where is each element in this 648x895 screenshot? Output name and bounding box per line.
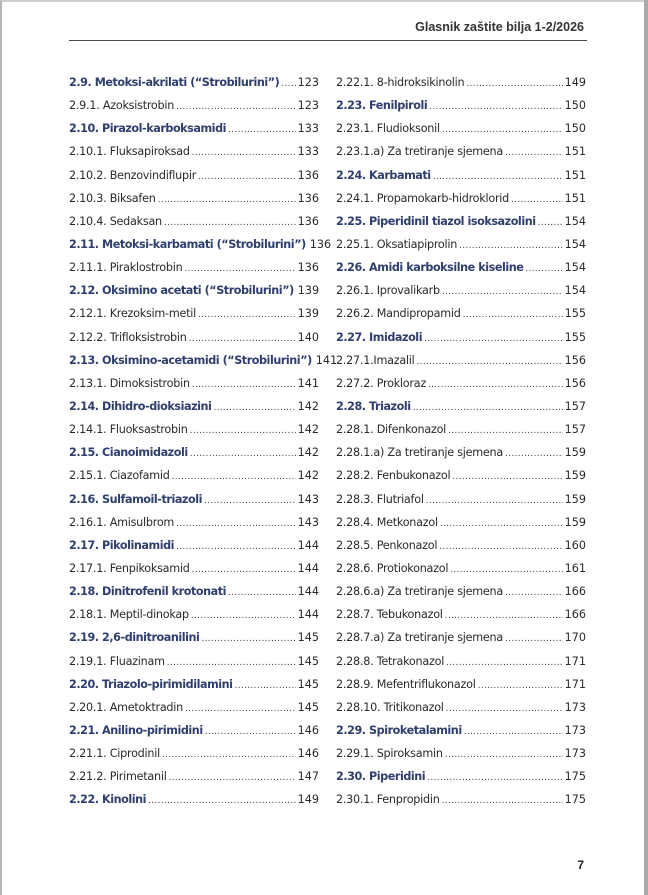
dot-leader xyxy=(281,73,295,96)
toc-entry[interactable] xyxy=(69,650,319,673)
toc-entry-page: 144 xyxy=(297,538,319,552)
toc-entry[interactable] xyxy=(69,696,319,719)
toc-entry-label: 2.28.1.a) Za tretiranje sjemena xyxy=(336,446,503,460)
page-edge-shadow xyxy=(644,0,648,895)
toc-entry[interactable] xyxy=(69,765,319,788)
dot-leader xyxy=(176,513,296,536)
toc-entry[interactable] xyxy=(69,742,319,765)
toc-entry[interactable] xyxy=(336,488,586,511)
toc-entry[interactable] xyxy=(336,279,586,302)
dot-leader xyxy=(169,767,296,790)
toc-entry-page: 156 xyxy=(564,376,586,390)
toc-entry[interactable] xyxy=(69,372,319,395)
toc-entry-page: 136 xyxy=(297,214,319,228)
toc-entry-label: 2.21.1. Ciprodinil xyxy=(69,747,160,761)
toc-entry-label: 2.10. Pirazol-karboksamidi xyxy=(69,122,227,136)
dot-leader xyxy=(428,374,563,397)
toc-entry-page: 159 xyxy=(564,515,586,529)
dot-leader xyxy=(459,235,563,258)
toc-entry[interactable] xyxy=(336,71,586,94)
toc-entry-label: 2.24.1. Propamokarb-hidroklorid xyxy=(336,191,510,205)
toc-section-heading[interactable] xyxy=(336,256,586,279)
toc-entry[interactable] xyxy=(69,511,319,534)
toc-entry-label: 2.10.1. Fluksapiroksad xyxy=(69,145,190,159)
toc-section-heading[interactable] xyxy=(69,626,319,649)
toc-entry[interactable] xyxy=(336,349,586,372)
dot-leader xyxy=(235,675,296,698)
toc-entry-page: 154 xyxy=(564,261,586,275)
toc-entry-label: 2.30. Piperidini xyxy=(336,770,426,784)
dot-leader xyxy=(176,536,296,559)
toc-section-heading[interactable] xyxy=(69,233,332,256)
dot-leader xyxy=(205,721,296,744)
dot-leader xyxy=(442,790,563,813)
toc-entry-label: 2.28.7.a) Za tretiranje sjemena xyxy=(336,631,503,645)
toc-column-right xyxy=(336,71,586,812)
toc-column-left xyxy=(69,71,338,812)
dot-leader xyxy=(192,374,296,397)
toc-entry-label: 2.27.1.Imazalil xyxy=(336,353,415,367)
toc-entry[interactable] xyxy=(336,418,586,441)
page-number: 7 xyxy=(577,858,584,872)
toc-section-heading[interactable] xyxy=(69,117,319,140)
toc-section-heading[interactable] xyxy=(336,94,586,117)
toc-entry-label: 2.26.1. Iprovalikarb xyxy=(336,284,440,298)
toc-entry[interactable] xyxy=(69,557,319,580)
toc-entry-page: 173 xyxy=(564,747,586,761)
toc-entry-page: 139 xyxy=(297,307,319,321)
toc-entry-page: 154 xyxy=(564,214,586,228)
toc-entry-page: 166 xyxy=(564,608,586,622)
toc-entry-page: 145 xyxy=(297,677,319,691)
toc-entry-page: 161 xyxy=(564,561,586,575)
toc-entry-label: 2.30.1. Fenpropidin xyxy=(336,793,440,807)
toc-entry-label: 2.28.2. Fenbukonazol xyxy=(336,469,451,483)
toc-entry-page: 151 xyxy=(564,145,586,159)
toc-entry-label: 2.27.2. Prokloraz xyxy=(336,376,426,390)
toc-entry-page: 149 xyxy=(297,793,319,807)
toc-entry[interactable] xyxy=(69,464,319,487)
toc-entry-page: 141 xyxy=(315,353,338,367)
toc-entry-page: 141 xyxy=(297,376,319,390)
toc-entry-page: 150 xyxy=(564,99,586,113)
toc-entry-label: 2.13.1. Dimoksistrobin xyxy=(69,376,190,390)
toc-entry[interactable] xyxy=(69,210,319,233)
header-rule xyxy=(69,40,587,41)
toc-entry-label: 2.12.1. Krezoksim-metil xyxy=(69,307,196,321)
toc-entry[interactable] xyxy=(336,511,586,534)
toc-entry-label: 2.18. Dinitrofenil krotonati xyxy=(69,585,226,599)
toc-entry-label: 2.20.1. Ametoktradin xyxy=(69,700,183,714)
toc-entry-label: 2.23. Fenilpiroli xyxy=(336,99,428,113)
toc-entry-page: 136 xyxy=(297,168,319,182)
journal-title: Glasnik zaštite bilja 1-2/2026 xyxy=(415,20,584,34)
toc-entry-label: 2.28. Triazoli xyxy=(336,399,411,413)
toc-section-heading[interactable] xyxy=(69,441,319,464)
toc-entry[interactable] xyxy=(336,187,586,210)
toc-entry-page: 166 xyxy=(564,585,586,599)
toc-entry-label: 2.10.2. Benzovindiflupir xyxy=(69,168,197,182)
toc-entry-page: 173 xyxy=(564,700,586,714)
toc-entry-label: 2.11.1. Piraklostrobin xyxy=(69,261,183,275)
toc-entry-label: 2.28.4. Metkonazol xyxy=(336,515,438,529)
toc-entry-label: 2.26.2. Mandipropamid xyxy=(336,307,461,321)
toc-entry-page: 147 xyxy=(297,770,319,784)
toc-entry-page: 171 xyxy=(564,677,586,691)
toc-entry-label: 2.28.6. Protiokonazol xyxy=(336,561,449,575)
toc-entry[interactable] xyxy=(336,557,586,580)
dot-leader xyxy=(192,559,296,582)
dot-leader xyxy=(185,698,296,721)
toc-section-heading[interactable] xyxy=(69,488,319,511)
toc-entry[interactable] xyxy=(69,603,319,626)
toc-entry-label: 2.14.1. Fluoksastrobin xyxy=(69,423,188,437)
toc-entry-page: 157 xyxy=(564,423,586,437)
toc-entry-page: 157 xyxy=(564,399,586,413)
dot-leader xyxy=(201,628,295,651)
toc-entry-page: 170 xyxy=(564,631,586,645)
dot-leader xyxy=(429,96,562,119)
toc-entry-label: 2.21. Anilino-pirimidini xyxy=(69,723,203,737)
dot-leader xyxy=(192,142,296,165)
toc-entry-label: 2.17. Pikolinamidi xyxy=(69,538,175,552)
toc-entry[interactable] xyxy=(336,673,586,696)
toc-entry-page: 143 xyxy=(297,515,319,529)
toc-section-heading[interactable] xyxy=(69,279,319,302)
toc-entry-page: 145 xyxy=(297,631,319,645)
toc-section-heading[interactable] xyxy=(69,71,319,94)
toc-entry-label: 2.18.1. Meptil-dinokap xyxy=(69,608,189,622)
toc-entry[interactable] xyxy=(336,650,586,673)
toc-entry-label: 2.26. Amidi karboksilne kiseline xyxy=(336,261,524,275)
toc-entry-page: 145 xyxy=(297,654,319,668)
toc-entry[interactable] xyxy=(336,117,586,140)
dot-leader xyxy=(190,443,296,466)
dot-leader xyxy=(204,490,296,513)
toc-entry-label: 2.20. Triazolo-pirimidilamini xyxy=(69,677,233,691)
toc-entry-label: 2.11. Metoksi-karbamati (“Strobilurini”) xyxy=(69,237,306,251)
toc-entry[interactable] xyxy=(336,696,586,719)
toc-section-heading[interactable] xyxy=(336,395,586,418)
dot-leader xyxy=(213,397,295,420)
dot-leader xyxy=(433,166,563,189)
dot-leader xyxy=(176,96,296,119)
toc-section-heading[interactable] xyxy=(336,765,586,788)
toc-entry-label: 2.23.1.a) Za tretiranje sjemena xyxy=(336,145,503,159)
toc-entry-page: 173 xyxy=(564,723,586,737)
dot-leader xyxy=(440,513,563,536)
toc-entry-label: 2.28.8. Tetrakonazol xyxy=(336,654,445,668)
toc-entry-page: 151 xyxy=(564,191,586,205)
toc-entry[interactable] xyxy=(336,603,586,626)
toc-entry[interactable] xyxy=(336,788,586,811)
toc-entry-label: 2.23.1. Fludioksonil xyxy=(336,122,440,136)
toc-entry-label: 2.21.2. Pirimetanil xyxy=(69,770,167,784)
toc-entry-page: 154 xyxy=(564,237,586,251)
toc-entry-label: 2.16. Sulfamoil-triazoli xyxy=(69,492,202,506)
toc-entry-label: 2.29. Spiroketalamini xyxy=(336,723,462,737)
toc-entry-page: 144 xyxy=(297,585,319,599)
toc-entry-label: 2.28.1. Difenkonazol xyxy=(336,423,447,437)
toc-entry[interactable] xyxy=(69,418,319,441)
dot-leader xyxy=(424,328,563,351)
toc-entry-page: 133 xyxy=(297,145,319,159)
dot-leader xyxy=(452,466,562,489)
dot-leader xyxy=(148,790,296,813)
dot-leader xyxy=(445,605,563,628)
toc-entry-label: 2.28.5. Penkonazol xyxy=(336,538,438,552)
toc-entry-page: 149 xyxy=(564,76,586,89)
toc-entry-page: 155 xyxy=(564,307,586,321)
dot-leader xyxy=(427,767,562,790)
toc-entry-page: 175 xyxy=(564,793,586,807)
toc-section-heading[interactable] xyxy=(336,164,586,187)
dot-leader xyxy=(464,721,563,744)
dot-leader xyxy=(463,304,563,327)
toc-entry-page: 159 xyxy=(564,469,586,483)
toc-section-heading[interactable] xyxy=(69,673,319,696)
dot-leader xyxy=(164,212,296,235)
toc-entry[interactable] xyxy=(336,372,586,395)
toc-section-heading[interactable] xyxy=(69,719,319,742)
toc-entry-page: 160 xyxy=(564,538,586,552)
toc-entry-label: 2.14. Dihidro-dioksiazini xyxy=(69,399,212,413)
toc-entry-page: 144 xyxy=(297,561,319,575)
dot-leader xyxy=(538,212,563,235)
dot-leader xyxy=(450,559,562,582)
dot-leader xyxy=(184,258,295,281)
dot-leader xyxy=(442,281,563,304)
toc-entry-page: 155 xyxy=(564,330,586,344)
dot-leader xyxy=(162,744,296,767)
toc-entry-label: 2.28.9. Mefentriflukonazol xyxy=(336,677,476,691)
dot-leader xyxy=(172,466,296,489)
toc-section-heading[interactable] xyxy=(69,534,319,557)
dot-leader xyxy=(417,351,563,374)
toc-entry[interactable] xyxy=(336,441,586,464)
toc-entry-page: 150 xyxy=(564,122,586,136)
toc-entry-label: 2.27. Imidazoli xyxy=(336,330,423,344)
toc-entry[interactable] xyxy=(336,464,586,487)
toc-entry-label: 2.12. Oksimino acetati (“Strobilurini”) xyxy=(69,284,294,298)
dot-leader xyxy=(478,675,563,698)
dot-leader xyxy=(466,73,562,96)
toc-entry-label: 2.10.3. Biksafen xyxy=(69,191,156,205)
toc-entry-label: 2.22.1. 8-hidroksikinolin xyxy=(336,76,465,89)
toc-section-heading[interactable] xyxy=(336,719,586,742)
toc-entry-label: 2.28.7. Tebukonazol xyxy=(336,608,443,622)
toc-entry-page: 136 xyxy=(297,191,319,205)
dot-leader xyxy=(198,166,296,189)
toc-entry-label: 2.24. Karbamati xyxy=(336,168,431,182)
toc-entry-label: 2.10.4. Sedaksan xyxy=(69,214,162,228)
toc-entry-label: 2.19.1. Fluazinam xyxy=(69,654,165,668)
toc-entry[interactable] xyxy=(69,326,319,349)
toc-entry[interactable] xyxy=(69,187,319,210)
toc-entry[interactable] xyxy=(336,580,586,603)
dot-leader xyxy=(228,119,296,142)
toc-entry-page: 142 xyxy=(297,469,319,483)
toc-entry-label: 2.17.1. Fenpikoksamid xyxy=(69,561,190,575)
dot-leader xyxy=(158,189,296,212)
toc-entry-page: 159 xyxy=(564,492,586,506)
dot-leader xyxy=(189,328,296,351)
dot-leader xyxy=(446,698,563,721)
dot-leader xyxy=(426,490,563,513)
dot-leader xyxy=(413,397,563,420)
toc-entry-page: 140 xyxy=(297,330,319,344)
toc-entry[interactable] xyxy=(336,140,586,163)
dot-leader xyxy=(442,119,563,142)
toc-entry-page: 133 xyxy=(297,122,319,136)
dot-leader xyxy=(505,582,563,605)
toc-section-heading[interactable] xyxy=(69,580,319,603)
toc-entry-page: 175 xyxy=(564,770,586,784)
toc-entry-label: 2.15.1. Ciazofamid xyxy=(69,469,170,483)
dot-leader xyxy=(191,605,296,628)
toc-entry-page: 145 xyxy=(297,700,319,714)
dot-leader xyxy=(525,258,562,281)
toc-entry[interactable] xyxy=(336,233,586,256)
dot-leader xyxy=(439,536,562,559)
toc-section-heading[interactable] xyxy=(69,349,338,372)
dot-leader xyxy=(505,443,563,466)
dot-leader xyxy=(190,420,296,443)
toc-entry-label: 2.9. Metoksi-akrilati (“Strobilurini”) xyxy=(69,76,280,89)
toc-section-heading[interactable] xyxy=(69,788,319,811)
toc-entry[interactable] xyxy=(336,626,586,649)
toc-entry-page: 144 xyxy=(297,608,319,622)
dot-leader xyxy=(505,628,563,651)
toc-entry[interactable] xyxy=(69,94,319,117)
toc-entry-page: 142 xyxy=(297,399,319,413)
toc-entry[interactable] xyxy=(336,534,586,557)
toc-entry-label: 2.29.1. Spiroksamin xyxy=(336,747,443,761)
toc-entry-page: 159 xyxy=(564,446,586,460)
dot-leader xyxy=(505,142,563,165)
toc-entry-page: 146 xyxy=(297,723,319,737)
dot-leader xyxy=(167,652,296,675)
toc-entry-label: 2.19. 2,6-dinitroanilini xyxy=(69,631,200,645)
toc-section-heading[interactable] xyxy=(336,326,586,349)
toc-entry-label: 2.25. Piperidinil tiazol isoksazolini xyxy=(336,214,536,228)
toc-entry-label: 2.9.1. Azoksistrobin xyxy=(69,99,175,113)
toc-entry-label: 2.16.1. Amisulbrom xyxy=(69,515,175,529)
toc-entry-label: 2.22. Kinolini xyxy=(69,793,147,807)
toc-entry-label: 2.28.3. Flutriafol xyxy=(336,492,424,506)
toc-entry-page: 136 xyxy=(309,237,332,251)
toc-entry-label: 2.28.6.a) Za tretiranje sjemena xyxy=(336,585,503,599)
toc-entry-page: 139 xyxy=(297,284,320,298)
dot-leader xyxy=(446,652,563,675)
toc-entry-page: 123 xyxy=(297,99,319,113)
toc-entry-page: 156 xyxy=(564,353,586,367)
toc-entry[interactable] xyxy=(336,742,586,765)
dot-leader xyxy=(228,582,296,605)
toc-entry-label: 2.12.2. Trifloksistrobin xyxy=(69,330,187,344)
toc-entry-page: 123 xyxy=(297,76,319,89)
dot-leader xyxy=(448,420,563,443)
toc-entry-page: 136 xyxy=(297,261,319,275)
toc-entry-page: 143 xyxy=(297,492,319,506)
toc-entry[interactable] xyxy=(69,164,319,187)
toc-entry-page: 142 xyxy=(297,423,319,437)
toc-entry[interactable] xyxy=(69,302,319,325)
toc-entry[interactable] xyxy=(69,140,319,163)
toc-entry-page: 171 xyxy=(564,654,586,668)
toc-entry-page: 146 xyxy=(297,747,319,761)
toc-entry-page: 154 xyxy=(564,284,586,298)
toc-section-heading[interactable] xyxy=(336,210,586,233)
toc-entry[interactable] xyxy=(336,302,586,325)
toc-entry-page: 151 xyxy=(564,168,586,182)
toc-section-heading[interactable] xyxy=(69,395,319,418)
dot-leader xyxy=(198,304,296,327)
dot-leader xyxy=(445,744,563,767)
toc-entry-label: 2.25.1. Oksatiapiprolin xyxy=(336,237,458,251)
toc-entry-label: 2.15. Cianoimidazoli xyxy=(69,446,188,460)
toc-entry-label: 2.13. Oksimino-acetamidi (“Strobilurini”) xyxy=(69,353,312,367)
toc-entry-page: 142 xyxy=(297,446,319,460)
toc-entry-label: 2.28.10. Tritikonazol xyxy=(336,700,444,714)
toc-entry[interactable] xyxy=(69,256,319,279)
dot-leader xyxy=(511,189,563,212)
